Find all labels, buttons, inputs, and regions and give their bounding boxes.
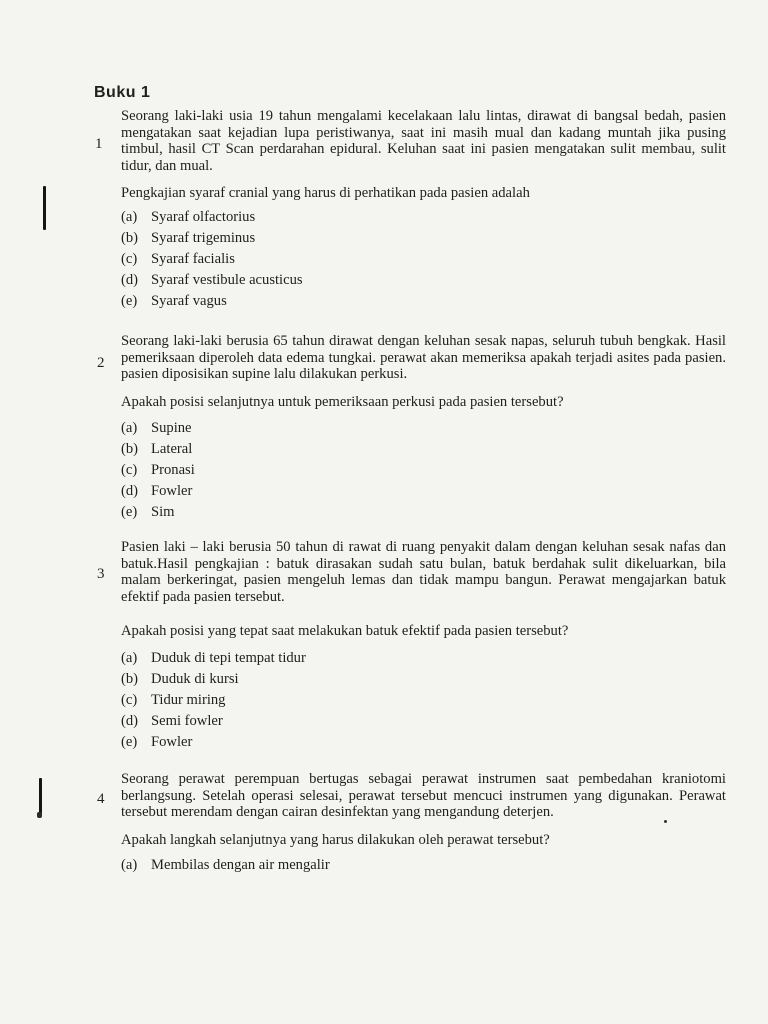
question-number: 2 [97, 355, 105, 371]
book-title: Buku 1 [94, 84, 151, 101]
option-letter: (c) [121, 692, 138, 708]
option-letter: (d) [121, 272, 139, 288]
option-item [121, 228, 303, 249]
option-text: Duduk di tepi tempat tidur [151, 650, 306, 666]
option-letter: (b) [121, 441, 139, 457]
option-letter: (a) [121, 650, 138, 666]
option-item [121, 418, 195, 439]
option-item [121, 669, 306, 690]
option-letter: (e) [121, 734, 138, 750]
option-item [121, 502, 195, 523]
margin-pen-mark [39, 778, 42, 816]
option-text: Fowler [151, 734, 193, 750]
option-text: Syaraf olfactorius [151, 209, 256, 225]
option-list [121, 418, 195, 523]
option-text: Syaraf vestibule acusticus [151, 272, 303, 288]
option-item [121, 481, 195, 502]
question-prompt: Apakah posisi yang tepat saat melakukan batuk efektif pada pasien tersebut? [121, 623, 569, 639]
option-text: Supine [151, 420, 192, 436]
option-letter: (b) [121, 230, 139, 246]
option-text: Membilas dengan air mengalir [151, 857, 330, 873]
question-prompt: Apakah posisi selanjutnya untuk pemeriksaan perkusi pada pasien tersebut? [121, 394, 564, 410]
option-text: Tidur miring [151, 692, 226, 708]
option-item [121, 270, 303, 291]
option-letter: (c) [121, 462, 138, 478]
option-letter: (a) [121, 209, 138, 225]
option-item [121, 648, 306, 669]
option-letter: (e) [121, 293, 138, 309]
option-text: Fowler [151, 483, 193, 499]
option-text: Sim [151, 504, 175, 520]
option-item [121, 460, 195, 481]
question-scenario: Pasien laki – laki berusia 50 tahun di rawat di ruang penyakit dalam dengan keluhan sesak nafas dan batuk.Hasil pengkajian : batuk dirasakan sudah satu bulan, batuk berdahak sulit dikeluarkan, bila malam berkeringat, pasien mengeluh lemas dan tidak mampu bangun. Perawat mengajarkan batuk efektif pada pasien tersebut. [121, 539, 726, 605]
scan-speck [664, 820, 667, 823]
question-number: 4 [97, 791, 105, 807]
option-letter: (d) [121, 713, 139, 729]
option-letter: (a) [121, 420, 138, 436]
option-item [121, 249, 303, 270]
option-text: Semi fowler [151, 713, 223, 729]
option-text: Lateral [151, 441, 193, 457]
question-scenario: Seorang laki-laki usia 19 tahun mengalami kecelakaan lalu lintas, dirawat di bangsal bedah, pasien mengatakan saat kejadian lupa peristiwanya, saat ini masih mual dan kadang muntah jika pusing timbul, hasil CT Scan perdarahan epidural. Keluhan saat ini pasien mengatakan sulit membau, sulit tidur, dan mual. [121, 108, 726, 174]
option-item [121, 732, 306, 753]
option-letter: (b) [121, 671, 139, 687]
option-item [121, 711, 306, 732]
option-letter: (c) [121, 251, 138, 267]
option-text: Pronasi [151, 462, 195, 478]
option-text: Syaraf trigeminus [151, 230, 256, 246]
option-list [121, 207, 303, 312]
option-item [121, 291, 303, 312]
question-number: 1 [95, 136, 103, 152]
option-item [121, 207, 303, 228]
question-scenario: Seorang perawat perempuan bertugas sebagai perawat instrumen saat pembedahan kraniotomi berlangsung. Setelah operasi selesai, perawat tersebut mencuci instrumen yang digunakan. Perawat tersebut merendam dengan cairan desinfektan yang mengandung deterjen. [121, 771, 726, 820]
question-prompt: Pengkajian syaraf cranial yang harus di perhatikan pada pasien adalah [121, 185, 530, 201]
option-text: Duduk di kursi [151, 671, 239, 687]
question-number: 3 [97, 566, 105, 582]
option-letter: (e) [121, 504, 138, 520]
option-text: Syaraf facialis [151, 251, 235, 267]
question-scenario: Seorang laki-laki berusia 65 tahun dirawat dengan keluhan sesak napas, seluruh tubuh bengkak. Hasil pemeriksaan diperoleh data edema tungkai. perawat akan memeriksa apakah terjadi asites pada pasien. pasien diposisikan supine lalu dilakukan perkusi. [121, 333, 726, 382]
option-list [121, 855, 330, 876]
option-item [121, 690, 306, 711]
margin-pen-dot [37, 812, 42, 818]
margin-pen-mark [43, 186, 46, 230]
option-letter: (a) [121, 857, 138, 873]
option-item [121, 439, 195, 460]
option-item [121, 855, 330, 876]
option-letter: (d) [121, 483, 139, 499]
option-text: Syaraf vagus [151, 293, 227, 309]
question-prompt: Apakah langkah selanjutnya yang harus dilakukan oleh perawat tersebut? [121, 832, 550, 848]
option-list [121, 648, 306, 753]
